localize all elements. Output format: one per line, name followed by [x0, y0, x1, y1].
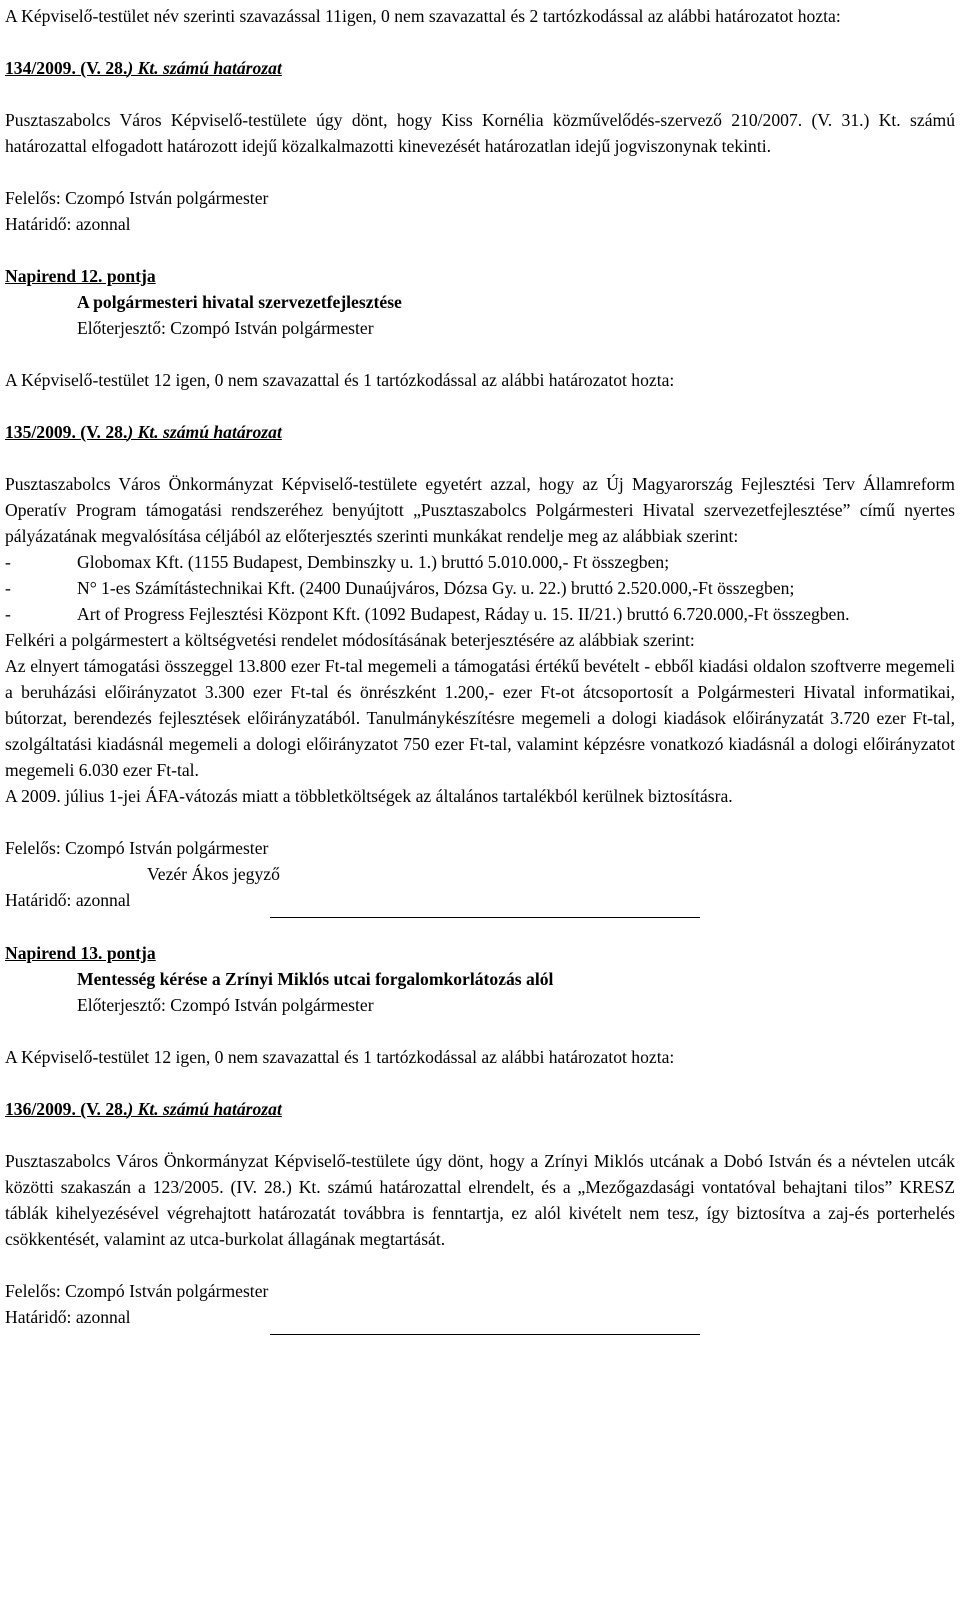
resolution-136-deadline: Határidő: azonnal	[5, 1307, 131, 1327]
resolution-135-vat: A 2009. július 1-jei ÁFA-vátozás miatt a többletköltségek az általános tartalékból kerülnek biztosításra.	[5, 786, 733, 806]
section-divider	[270, 1334, 700, 1335]
resolution-134-number: 134/2009. (V. 28.	[5, 58, 128, 78]
vote-statement-134: A Képviselő-testület név szerinti szavazással 11igen, 0 nem szavazattal és 2 tartózkodással az alábbi határozatot hozta:	[5, 6, 841, 26]
resolution-135-body: Pusztaszabolcs Város Önkormányzat Képviselő-testülete egyetért azzal, hogy az Új Magyarország Fejlesztési Terv Államreform Operatív Program támogatási rendszeréhez benyújtott „Pusztaszabolcs Polgármesteri Hivatal szervezetfejlesztése” című nyertes pályázatának megvalósítása céljából az előterjesztés szerinti munkákat rendelje meg az alábbiak szerint:	[5, 474, 955, 546]
list-item: - N° 1-es Számítástechnikai Kft. (2400 Dunaújváros, Dózsa Gy. u. 22.) bruttó 2.520.000,-Ft összegben;	[5, 575, 955, 601]
resolution-136-responsible: Felelős: Czompó István polgármester	[5, 1281, 269, 1301]
agenda-12-label: Napirend 12. pontja	[5, 266, 156, 286]
resolution-135-heading	[5, 419, 955, 445]
list-item: - Globomax Kft. (1155 Budapest, Dembinszky u. 1.) bruttó 5.010.000,- Ft összegben;	[5, 549, 955, 575]
resolution-135-suffix: ) Kt. számú határozat	[127, 422, 282, 442]
resolution-136-heading	[5, 1096, 955, 1122]
resolution-135-request: Felkéri a polgármestert a költségvetési rendelet módosításának beterjesztésére az alábbiak szerint:	[5, 630, 695, 650]
contractor-list	[5, 549, 955, 627]
agenda-13-presenter: Előterjesztő: Czompó István polgármester	[77, 995, 374, 1015]
resolution-136-number: 136/2009. (V. 28.	[5, 1099, 128, 1119]
vote-statement-136: A Képviselő-testület 12 igen, 0 nem szavazattal és 1 tartózkodással az alábbi határozatot hozta:	[5, 1047, 675, 1067]
resolution-136-suffix: ) Kt. számú határozat	[127, 1099, 282, 1119]
list-item: - Art of Progress Fejlesztési Központ Kft. (1092 Budapest, Ráday u. 15. II/21.) bruttó 6.720.000,-Ft összegben.	[5, 601, 955, 627]
agenda-13-title: Mentesség kérése a Zrínyi Miklós utcai forgalomkorlátozás alól	[77, 969, 554, 989]
resolution-136-body: Pusztaszabolcs Város Önkormányzat Képviselő-testülete úgy dönt, hogy a Zrínyi Miklós utcának a Dobó István és a névtelen utcák közötti szakaszán a 123/2005. (IV. 28.) Kt. számú határozattal elrendelt, és a „Mezőgazdasági vontatóval behajtani tilos” KRESZ táblák kihelyezésével végrehajtott határozatát továbbra is fenntartja, ez alól kivételt nem tesz, így biztosítva a zaj-és porterhelés csökkentését, valamint az utca-burkolat állagának megtartását.	[5, 1151, 955, 1249]
contractor-item-1: Globomax Kft. (1155 Budapest, Dembinszky u. 1.) bruttó 5.010.000,- Ft összegben;	[77, 552, 670, 572]
resolution-134-responsible: Felelős: Czompó István polgármester	[5, 188, 269, 208]
contractor-item-2: N° 1-es Számítástechnikai Kft. (2400 Dunaújváros, Dózsa Gy. u. 22.) bruttó 2.520.000,-Ft összegben;	[77, 578, 795, 598]
resolution-135-number: 135/2009. (V. 28.	[5, 422, 128, 442]
resolution-135-deadline: Határidő: azonnal	[5, 890, 131, 910]
resolution-135-responsible-2: Vezér Ákos jegyző	[147, 864, 280, 884]
resolution-134-body: Pusztaszabolcs Város Képviselő-testülete úgy dönt, hogy Kiss Kornélia közművelődés-szervező 210/2007. (V. 31.) Kt. számú határozattal elfogadott határozott idejű közalkalmazotti kinevezését határozatlan idejű jogviszonynak tekinti.	[5, 110, 955, 156]
agenda-13-label: Napirend 13. pontja	[5, 943, 156, 963]
resolution-135-responsible: Felelős: Czompó István polgármester	[5, 838, 269, 858]
document-page	[5, 3, 955, 1335]
agenda-12-title: A polgármesteri hivatal szervezetfejlesztése	[77, 292, 402, 312]
resolution-134-heading	[5, 55, 955, 81]
resolution-134-deadline: Határidő: azonnal	[5, 214, 131, 234]
resolution-134-suffix: ) Kt. számú határozat	[127, 58, 282, 78]
contractor-item-3: Art of Progress Fejlesztési Központ Kft. (1092 Budapest, Ráday u. 15. II/21.) bruttó 6.720.000,-Ft összegben.	[77, 604, 850, 624]
resolution-135-budget: Az elnyert támogatási összeggel 13.800 ezer Ft-tal megemeli a támogatási értékű bevételt - ebből kiadási oldalon szoftverre megemeli a beruházási előirányzatot 3.300 ezer Ft-tal és önrészként 1.200,- ezer Ft-ot átcsoportosít a Polgármesteri Hivatal informatikai, bútorzat, berendezés fejlesztések előirányzatából. Tanulmánykészítésre megemeli a dologi kiadások előirányzatát 3.720 ezer Ft-tal, szolgáltatási kiadásnál megemeli a dologi előirányzatot 750 ezer Ft-tal, valamint képzésre vonatkozó kiadásnál a dologi előirányzatot megemeli 6.030 ezer Ft-tal.	[5, 656, 955, 780]
vote-statement-135: A Képviselő-testület 12 igen, 0 nem szavazattal és 1 tartózkodással az alábbi határozatot hozta:	[5, 370, 675, 390]
agenda-12-presenter: Előterjesztő: Czompó István polgármester	[77, 318, 374, 338]
